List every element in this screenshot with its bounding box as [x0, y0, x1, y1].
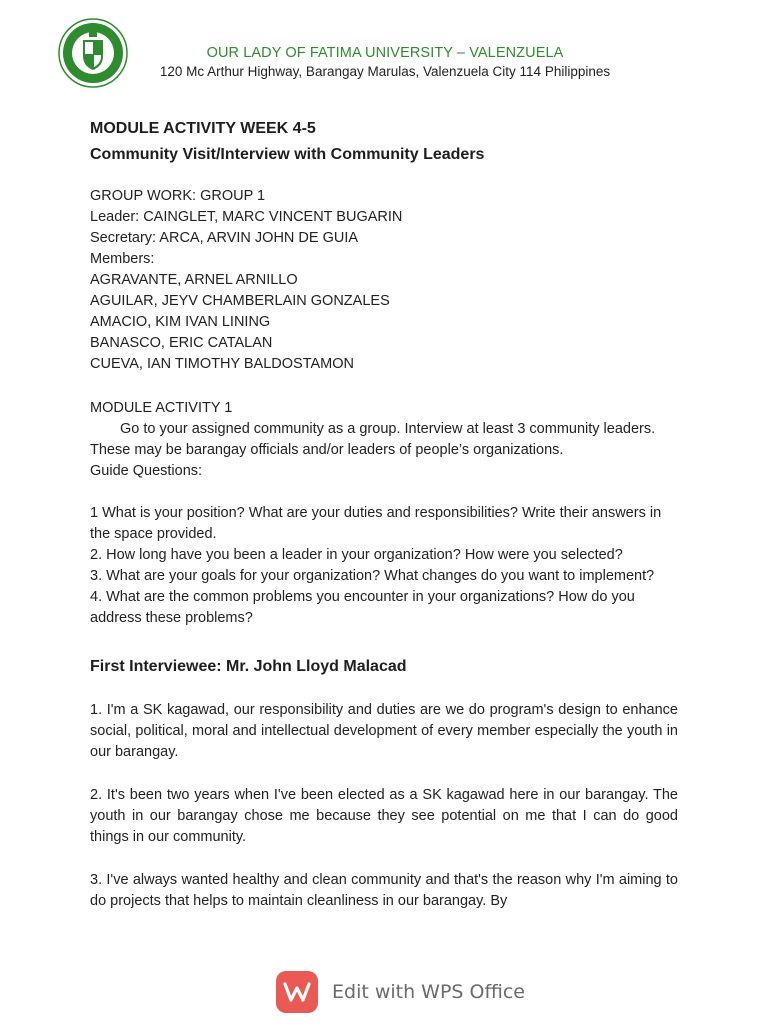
interview-answer: 3. I've always wanted healthy and clean community and that's the reason why I'm aiming to do projects that helps to maintain cleanliness in our barangay. By: [90, 872, 678, 909]
guide-question: 1 What is your position? What are your duties and responsibilities? Write their answers in the space provided.: [90, 505, 662, 542]
edit-with-wps-button[interactable]: [276, 970, 525, 1014]
members-label: Members:: [90, 251, 155, 267]
member-item: AGRAVANTE, ARNEL ARNILLO: [90, 272, 298, 288]
guide-question: 3. What are your goals for your organization? What changes do you want to implement?: [90, 568, 655, 584]
wps-label: Edit with WPS Office: [332, 981, 525, 1003]
module-title-block: [90, 116, 678, 168]
member-item: AGUILAR, JEYV CHAMBERLAIN GONZALES: [90, 293, 390, 309]
activity-block: [90, 398, 678, 482]
interview-answer: 1. I'm a SK kagawad, our responsibility and duties are we do program's design to enhance social, political, moral and intellectual development of every member especially the youth in our barangay.: [90, 702, 678, 760]
interview-answer: 2. It's been two years when I've been elected as a SK kagawad here in our barangay. The youth in our barangay chose me because they see potential on me that I can do good things in our community.: [90, 787, 678, 845]
group-work-line: GROUP WORK: GROUP 1: [90, 188, 266, 204]
module-subtitle: Community Visit/Interview with Community Leaders: [90, 146, 485, 163]
guide-questions-list: [90, 503, 678, 629]
member-item: CUEVA, IAN TIMOTHY BALDOSTAMON: [90, 356, 354, 372]
university-seal-logo: [58, 18, 128, 88]
guide-question: 4. What are the common problems you encounter in your organizations? How do you address these problems?: [90, 589, 635, 626]
member-item: AMACIO, KIM IVAN LINING: [90, 314, 271, 330]
wps-logo-icon: [276, 971, 318, 1013]
activity-label: MODULE ACTIVITY 1: [90, 400, 233, 416]
secretary-line: Secretary: ARCA, ARVIN JOHN DE GUIA: [90, 230, 359, 246]
group-block: [90, 186, 678, 375]
guide-question: 2. How long have you been a leader in your organization? How were you selected?: [90, 547, 623, 563]
interviewee-heading: First Interviewee: Mr. John Lloyd Malacad: [90, 658, 407, 675]
university-address: 120 Mc Arthur Highway, Barangay Marulas, Valenzuela City 114 Philippines: [159, 64, 611, 79]
module-title: MODULE ACTIVITY WEEK 4-5: [90, 120, 316, 137]
activity-instructions: Go to your assigned community as a group. Interview at least 3 community leaders. These may be barangay officials and/or leaders of people’s organizations.: [90, 421, 656, 458]
university-name: OUR LADY OF FATIMA UNIVERSITY – VALENZUELA: [206, 45, 564, 61]
guide-questions-label: Guide Questions:: [90, 463, 203, 479]
leader-line: Leader: CAINGLET, MARC VINCENT BUGARIN: [90, 209, 403, 225]
member-item: BANASCO, ERIC CATALAN: [90, 335, 273, 351]
